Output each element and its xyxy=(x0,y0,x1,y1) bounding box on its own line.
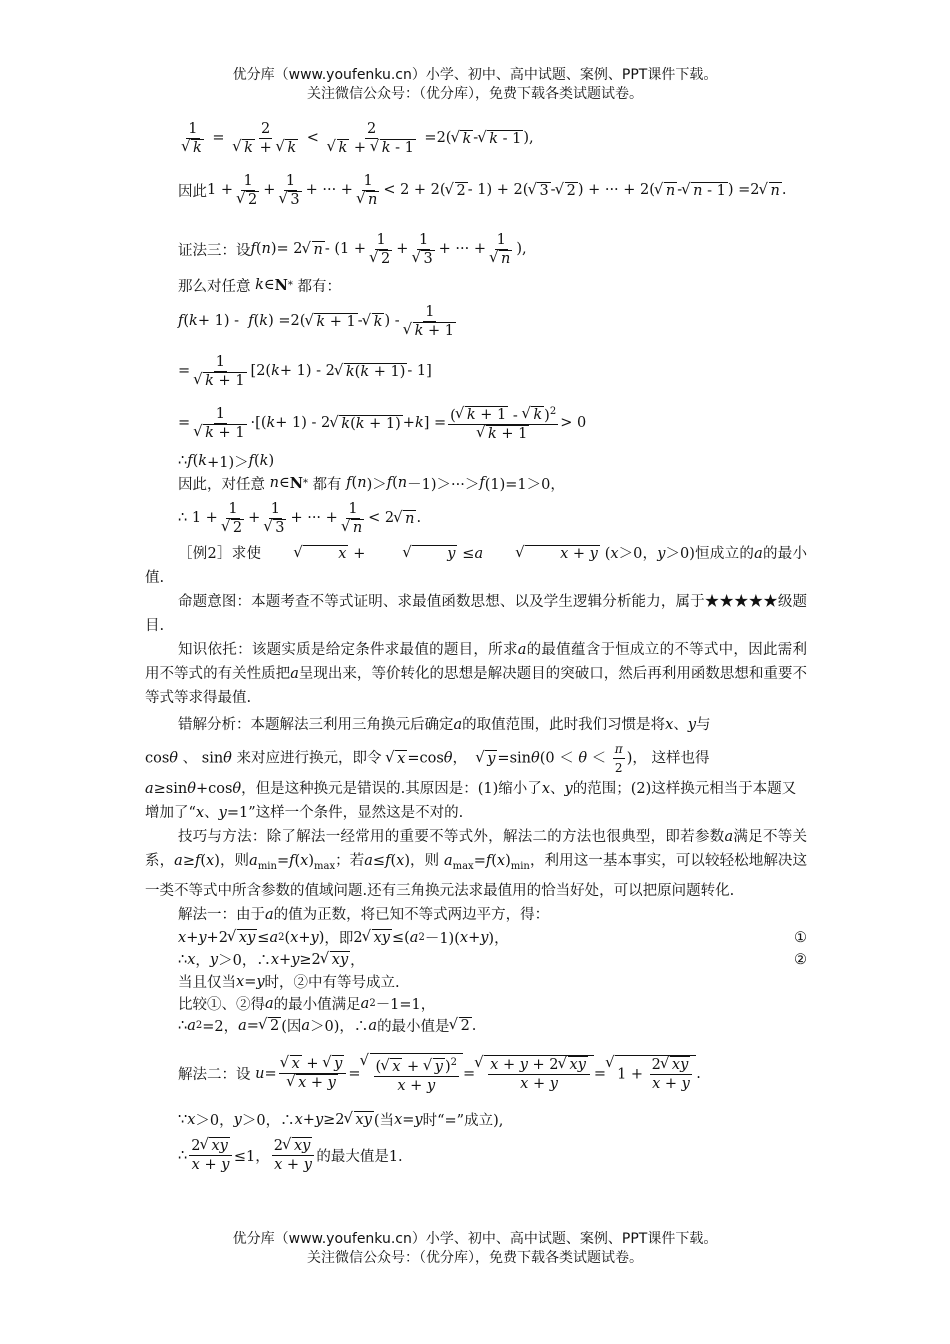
basis-a: 知识依托：该题实质是给定条件求最值的题目，所求 xyxy=(178,642,518,658)
sol2-d: 的最大值是1. xyxy=(316,1149,403,1166)
page-header xyxy=(0,66,950,104)
solution1-line-2: ∴ x ， y ＞0，∴ x + y ≥2 √ xy ， ② xyxy=(178,949,807,971)
document-body xyxy=(145,112,807,1181)
tech-b: 满足不等关系， xyxy=(145,829,808,869)
solution1-line-4: 比较①、②得 a 的最小值满足 a 2 －1=1， xyxy=(178,993,807,1015)
header-line-1: 优分库（www.youfenku.cn）小学、初中、高中试题、案例、PPT课件下载。 xyxy=(232,67,718,83)
therefore2-mid: 都有 xyxy=(312,476,342,493)
example-2: ［例2］求使√ x + √ y ≤a√ x + y (x＞0，y＞0)恒成立的a的最小值. xyxy=(145,542,807,590)
tech-a: 技巧与方法：除了解法一经常用的重要不等式外，解法二的方法也很典型，即若参数 xyxy=(178,829,725,845)
err-a: 错解分析：本题解法三利用三角换元后确定 xyxy=(178,717,454,733)
conclusion-line: ∴ 1 + 1 √ 2 + 1 √ 3 + ··· + 1 √ n < 2 √ n . xyxy=(178,494,807,542)
solution1-line-3: 当且仅当 x = y 时，②中有等号成立. xyxy=(178,971,807,993)
diff-line-1: f ( k + 1) - f ( k ) =2( √ k + 1 - √ k ) - 1 √ k + 1 xyxy=(178,296,807,346)
sol1-b: 的值为正数，将已知不等式两边平方，得： xyxy=(273,906,550,923)
error-paragraph: 错解分析：本题解法三利用三角换元后确定a的取值范围，此时我们习惯是将x、y与 xyxy=(178,717,711,733)
tech-c: ，则 xyxy=(219,853,250,869)
solution2-line-3: ∴ $\frac{2√ xy}{x + y}$ ≤1， $\frac{2√ xy}{x + y}$ 的最大值是1. xyxy=(178,1131,807,1181)
mark-1: ① xyxy=(794,929,807,946)
solution2-line-1: 解法二：设 u = √ x + √ y √ x + y = √ $\frac{(√ x + √ y )^2}{x + y}$ = √ $\frac{x + y + 2√ xy}{x + y}$ = √ 1 + $\frac{2√ xy}{x + y}$ . xyxy=(178,1045,807,1103)
proof3-line: 证法三：设 f ( n )= 2 √ n - (1 + 1 √ 2 + 1 √ 3 + ··· + 1 √ n ), xyxy=(178,224,807,274)
sol1-c: ，即 xyxy=(324,931,354,948)
page-footer xyxy=(0,1230,950,1268)
conclude-b: 的最小值是 xyxy=(377,1019,450,1036)
compare-a: 比较①、②得 xyxy=(178,997,265,1014)
basis-paragraph: 知识依托：该题实质是给定条件求最值的题目，所求a的最值蕴含于恒成立的不等式中，因此需利用不等式的有关性质把a呈现出来，等价转化的思想是解决题目的突破口，然后再利用函数思想和重要不等式等求得最值. xyxy=(145,642,808,706)
err-e: 这样也得 xyxy=(651,750,710,767)
proof3-prefix: 证法三：设 xyxy=(178,242,251,259)
ex2-a: ［例2］求使 xyxy=(178,546,262,562)
ex2-b: 恒成立的 xyxy=(694,546,755,562)
error-paragraph-2: cosθ 、 sinθ 来对应进行换元，即令 √ x =cosθ， √ y =sinθ(0 ＜ θ ＜ $\frac{\pi}{2}$ )， 这样也得 xyxy=(145,740,807,777)
err-h: ”这样一个条件，显然这是不对的. xyxy=(248,805,464,821)
err-c: 与 xyxy=(696,717,711,733)
solution1-intro: 解法一：由于a的值为正数，将已知不等式两边平方，得： xyxy=(178,906,550,923)
solution2-line-2: ∵ x ＞0， y ＞0，∴ x + y ≥2 √ xy (当 x = y 时“=”成立), xyxy=(178,1109,807,1131)
any-k-line: 那么对任意 k ∈ N * 都有： xyxy=(178,276,342,295)
footer-line-2: 关注微信公众号：（优分库），免费下载各类试题试卷。 xyxy=(307,1250,643,1266)
intent-paragraph: 命题意图：本题考查不等式证明、求最值函数思想、以及学生逻辑分析能力，属于★★★★★级题目. xyxy=(145,594,807,634)
eq-when: 当且仅当 xyxy=(178,975,236,992)
err-g: 的范围；(2)这样换元相当于本题又增加了“ xyxy=(145,781,797,821)
compare-b: 的最小值满足 xyxy=(273,997,361,1014)
any-k-tail: 都有： xyxy=(297,278,342,295)
sol2-a: 解法二：设 xyxy=(178,1067,251,1084)
err-f: ，但是这种换元是错误的.其原因是：(1)缩小了 xyxy=(241,781,542,797)
formula-line-1: 1 √ k = 2 √ k + √ k < 2 √ k + √ k - 1 =2( √ k - √ k - 1 ), xyxy=(178,112,807,164)
err-d: 来对应进行换元，即令 xyxy=(236,750,382,767)
ex2-c: 的最小值. xyxy=(145,546,807,586)
monotone-line: ∴ f ( k +1)＞ f ( k ) xyxy=(178,453,275,471)
tech-d: ；若 xyxy=(335,853,365,869)
basis-c: 呈现出来，等价转化的思想是解决题目的突破口，然后再利用函数思想和重要不等式等求得最值. xyxy=(145,666,807,706)
sol2-b: (当 xyxy=(373,1113,395,1130)
any-k-text: 那么对任意 xyxy=(178,278,251,295)
formula-line-2: 因此 1 + 1 √ 2 + 1 √ 3 + ··· + 1 √ n < 2 + 2( √ 2 - 1) + 2( √ 3 - √ 2 ) + ··· + 2( √ n - √ n - 1 ) =2 √ n . xyxy=(178,164,807,216)
eq-when-b: 时，②中有等号成立. xyxy=(264,975,400,992)
mark-2: ② xyxy=(794,951,807,968)
solution1-line-1: x + y +2 √ xy ≤ a 2 ( x + y ) ，即 2 √ xy ≤( a 2 －1)( x + y )， ① xyxy=(178,927,807,949)
err-b: 的取值范围，此时我们习惯是将 xyxy=(462,717,666,733)
error-paragraph-3: a≥sinθ+cosθ，但是这种换元是错误的.其原因是：(1)缩小了x、y的范围；(2)这样换元相当于本题又增加了“x、y=1”这样一个条件，显然这是不对的. xyxy=(145,781,797,821)
diff-line-2: = 1 √ k + 1 [2( k + 1) - 2 √ k(k + 1) - 1] xyxy=(178,346,807,396)
therefore-prefix: 因此 xyxy=(178,183,207,200)
basis-b: 的最值蕴含于恒成立的不等式中，因此需利用不等式的有关性质把 xyxy=(145,642,808,682)
footer-line-1: 优分库（www.youfenku.cn）小学、初中、高中试题、案例、PPT课件下载。 xyxy=(232,1231,718,1247)
tech-e: ，利用这一基本事实，可以较轻松地解决这一类不等式中所含参数的值域问题.还有三角换元法求最值用的恰当好处，可以把原问题转化. xyxy=(145,853,808,899)
solution1-line-5: ∴ a 2 =2， a = √ 2 (因 a ＞0)，∴ a 的最小值是 √ 2 . xyxy=(178,1015,807,1037)
sol2-c: 时“=”成立), xyxy=(422,1113,504,1130)
technique-paragraph: 技巧与方法：除了解法一经常用的重要不等式外，解法二的方法也很典型，即若参数a满足不等关系，a≥f(x)，则$a_{min}=f(x)_{max}$；若a≤f(x)，则 $a_{max}=f(x)_{min}$，利用这一基本事实，可以较轻松地解决这一类不等式中所含参数的值域问题.还有三角换元法求最值用的恰当好处，可以把原问题转化. xyxy=(145,829,808,899)
header-line-2: 关注微信公众号：（优分库），免费下载各类试题试卷。 xyxy=(307,86,643,102)
therefore2-text: 因此，对任意 xyxy=(178,476,265,493)
conclude-a: (因 xyxy=(281,1019,302,1036)
sol1-a: 解法一：由于 xyxy=(178,906,265,923)
chain-line: 因此，对任意 n ∈ N * 都有 f ( n )＞ f ( n －1)＞···＞ f (1)=1＞0， xyxy=(178,474,565,493)
diff-line-3: = 1 √ k + 1 ·[( k + 1) - 2 √ k(k + 1) + k ] = (√ k + 1 - √ k )$^2$ √ k + 1 > 0 xyxy=(178,396,807,450)
